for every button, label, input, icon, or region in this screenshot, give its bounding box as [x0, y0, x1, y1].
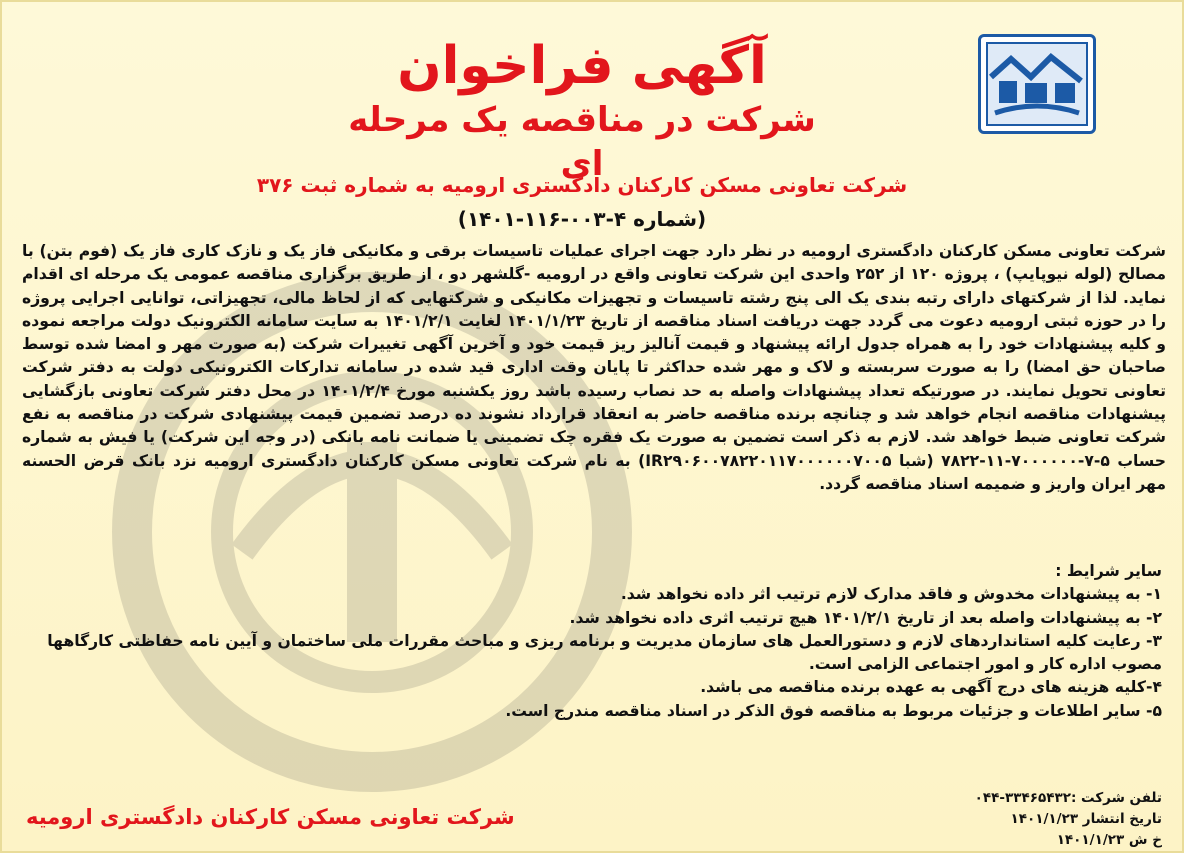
company-phone: تلفن شرکت :۳۳۴۶۵۴۳۲-۰۴۴ [974, 790, 1162, 806]
ad-code: خ ش ۱۴۰۱/۱/۲۳ [1056, 832, 1162, 848]
condition-item: ۱- به پیشنهادات مخدوش و فاقد مدارک لازم ترتیب اثر داده نخواهد شد. [620, 585, 1162, 604]
housing-logo-icon [978, 34, 1096, 134]
conditions-list [18, 560, 1162, 723]
company-registration-line: شرکت تعاونی مسکن کارکنان دادگستری ارومیه به شماره ثبت ۳۷۶ [256, 173, 908, 197]
condition-item: ۲- به پیشنهادات واصله بعد از تاریخ ۱۴۰۱/۲/۱ هیچ ترتیب اثری داده نخواهد شد. [569, 608, 1162, 627]
conditions-heading: سایر شرایط : [1055, 562, 1162, 580]
company-signature: شرکت تعاونی مسکن کارکنان دادگستری ارومیه [26, 805, 515, 829]
condition-item: ۴-کلیه هزینه های درج آگهی به عهده برنده مناقصه می باشد. [700, 678, 1162, 697]
tender-number: (شماره ۴-۰۰۳-۱۱۶-۱۴۰۱) [457, 207, 707, 231]
page-title: آگهی فراخوان [397, 36, 767, 96]
contact-info [862, 788, 1162, 851]
notice-body [22, 240, 1166, 496]
condition-item: ۵- سایر اطلاعات و جزئیات مربوط به مناقصه فوق الذکر در اسناد مناقصه مندرج است. [505, 701, 1162, 720]
condition-item: ۳- رعایت کلیه استانداردهای لازم و دستورالعمل های سازمان مدیریت و برنامه ریزی و مباحث مقررات ملی ساختمان و آیین نامه حفاظتی کارگاهها مصوب اداره کار و امور اجتماعی الزامی است. [47, 631, 1162, 674]
publish-date: تاریخ انتشار ۱۴۰۱/۱/۲۳ [1010, 811, 1162, 827]
page-subtitle: شرکت در مناقصه یک مرحله ای [348, 100, 816, 184]
notice-paragraph: شرکت تعاونی مسکن کارکنان دادگستری ارومیه در نظر دارد جهت اجرای عملیات تاسیسات برقی و مکانیکی فاز یک و نازک کاری فاز یک (فوم بتن) با مصالح (لوله نیوپایپ) ، پروژه ۱۲۰ از ۲۵۲ واحدی این شرکت تعاونی واقع در ارومیه -گلشهر دو ، از طریق برگزاری مناقصه عمومی یک مرحله ای اقدام نماید. لذا از شرکتهای دارای رتبه بندی یک الی پنج رشته تاسیسات و تجهیزات مکانیکی و شرکتهایی که از لحاظ مالی، تجهیزاتی، توانایی اجرایی پروژه را در حوزه ثبتی ارومیه دعوت می گردد جهت دریافت اسناد مناقصه از تاریخ ۱۴۰۱/۱/۲۳ لغایت ۱۴۰۱/۲/۱ به سایت سامانه الکترونیک دولت مراجعه نموده و کلیه پیشنهادات خود را به همراه جدول ارائه پیشنهاد و قیمت آنالیز ریز قیمت خود و آخرین آگهی تغییرات شرکت (به صورت مهر و امضا شده توسط صاحبان حق امضا) را به صورت سربسته و لاک و مهر شده حداکثر تا پایان وقت اداری قید شده در سامانه تدارکات الکترونیکی دولت به دفتر شرکت تعاونی تحویل نمایند. در صورتیکه تعداد پیشنهادات واصله به حد نصاب رسیده باشد روز یکشنبه مورخ ۱۴۰۱/۲/۴ در محل دفتر شرکت تعاونی بازگشایی پیشنهادات مناقصه انجام خواهد شد و چنانچه برنده مناقصه حاضر به انعقاد قرارداد نشوند ده درصد تضمین قیمت پیشنهادی شرکت در مناقصه به نفع شرکت تعاونی ضبط خواهد شد. لازم به ذکر است تضمین به صورت یک فقره چک تضمینی یا ضمانت نامه بانکی (در وجه این شرکت) یا فیش به شماره حساب ۵-۷-۷۰۰۰۰۰۰-۱۱-۷۸۲۲ (شبا IR۲۹۰۶۰۰۷۸۲۲۰۱۱۷۰۰۰۰۰۰۷۰۰۵) به نام شرکت تعاونی مسکن کارکنان دادگستری ارومیه نزد بانک قرض الحسنه مهر ایران واریز و ضمیمه اسناد مناقصه گردد. [22, 242, 1166, 493]
